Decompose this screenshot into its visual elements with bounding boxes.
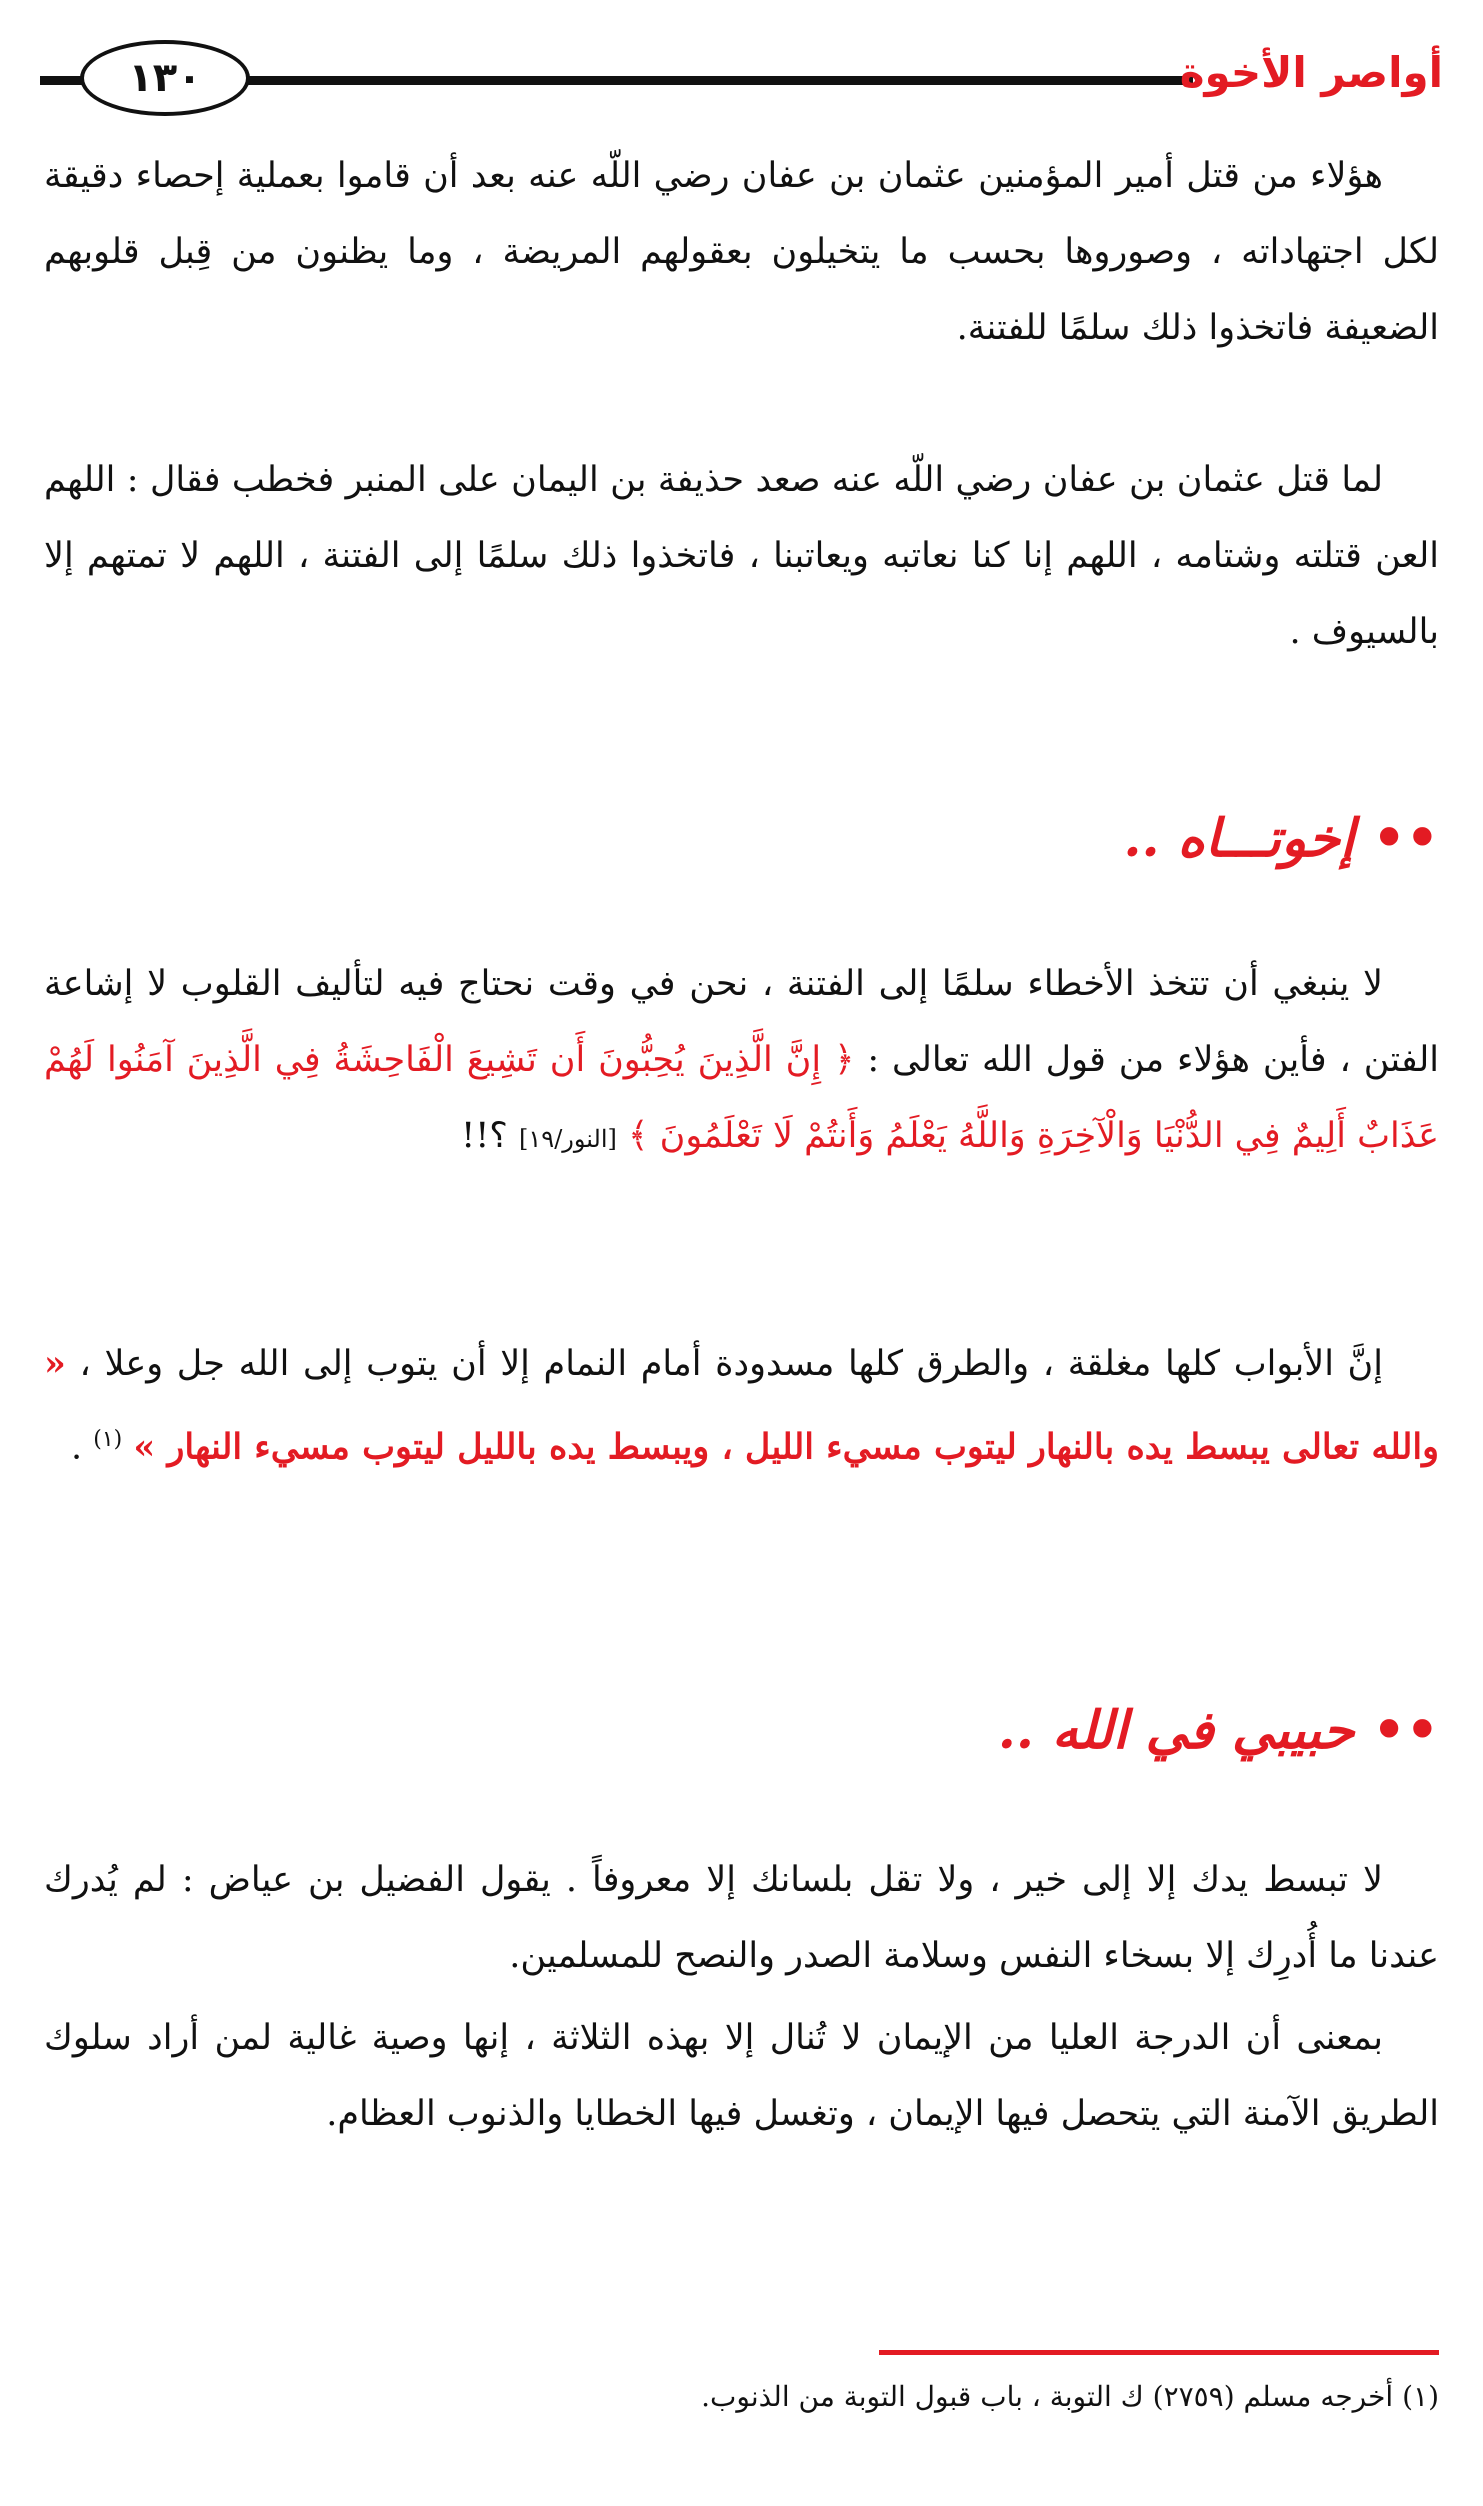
page-header (40, 36, 1443, 116)
footnote-divider (879, 2350, 1439, 2355)
heading-text: إخوتـــاه .. (1123, 808, 1355, 869)
page-number: ١٣٠ (80, 40, 250, 116)
paragraph-3-text: لا ينبغي أن تتخذ الأخطاء سلمًا إلى الفتنة ، نحن في وقت نحتاج فيه لتأليف القلوب لا إشاعة الفتن ، فأين هؤلاء من قول الله تعالى : (44, 964, 1439, 1080)
quran-reference: [النور/١٩] (519, 1125, 617, 1153)
heading-bullet: •• (1372, 1700, 1439, 1761)
section-heading-brothers (1123, 808, 1439, 869)
book-title: أواصر الأخوة (1179, 48, 1443, 97)
section-heading-beloved (998, 1700, 1439, 1761)
footnote: (١) أخرجه مسلم (٢٧٥٩) ك التوبة ، باب قبول التوبة من الذنوب. (701, 2380, 1439, 2413)
footnote-marker: (١) (93, 1427, 123, 1452)
heading-bullet: •• (1372, 808, 1439, 869)
quran-verse: ﴿ إِنَّ الَّذِينَ يُحِبُّونَ أَن تَشِيعَ الْفَاحِشَةُ فِي الَّذِينَ آمَنُوا لَهُمْ عَذَابٌ أَلِيمٌ فِي الدُّنْيَا وَالْآخِرَةِ وَاللَّهُ يَعْلَمُ وَأَنتُمْ لَا تَعْلَمُونَ ﴾ (44, 1040, 1439, 1156)
header-rule (170, 76, 1193, 85)
paragraph-4 (44, 1326, 1439, 1486)
paragraph-4-text: إنَّ الأبواب كلها مغلقة ، والطرق كلها مسدودة أمام النمام إلا أن يتوب إلى الله جل وعلا ، (79, 1344, 1383, 1384)
hadith-quote: « والله تعالى يبسط يده بالنهار ليتوب مسيء الليل ، ويبسط يده بالليل ليتوب مسيء النهار » (44, 1343, 1439, 1468)
paragraph-6: بمعنى أن الدرجة العليا من الإيمان لا تُنال إلا بهذه الثلاثة ، إنها وصية غالية لمن أراد سلوك الطريق الآمنة التي يتحصل فيها الإيمان ، وتغسل فيها الخطايا والذنوب العظام. (44, 2018, 1439, 2134)
paragraph-3 (44, 946, 1439, 1177)
heading-text: حبيبي في الله .. (997, 1700, 1355, 1761)
paragraph-1: هؤلاء من قتل أمير المؤمنين عثمان بن عفان رضي اللّه عنه بعد أن قاموا بعملية إحصاء دقيقة لكل اجتهاداته ، وصوروها بحسب ما يتخيلون بعقولهم المريضة ، وما يظنون من قِبل قلوبهم الضعيفة فاتخذوا ذلك سلمًا للفتنة. (44, 156, 1439, 348)
paragraph-5: لا تبسط يدك إلا إلى خير ، ولا تقل بلسانك إلا معروفاً . يقول الفضيل بن عياض : لم يُدرك عندنا ما أُدرِك إلا بسخاء النفس وسلامة الصدر والنصح للمسلمين. (44, 1860, 1439, 1976)
paragraph-3-ending: ؟!! (461, 1116, 508, 1156)
paragraph-4-ending: . (70, 1427, 83, 1468)
paragraph-2: لما قتل عثمان بن عفان رضي اللّه عنه صعد حذيفة بن اليمان على المنبر فخطب فقال : اللهم العن قتلته وشتامه ، اللهم إنا كنا نعاتبه ويعاتبنا ، فاتخذوا ذلك سلمًا إلى الفتنة ، اللهم لا تمتهم إلا بالسيوف . (44, 460, 1439, 652)
